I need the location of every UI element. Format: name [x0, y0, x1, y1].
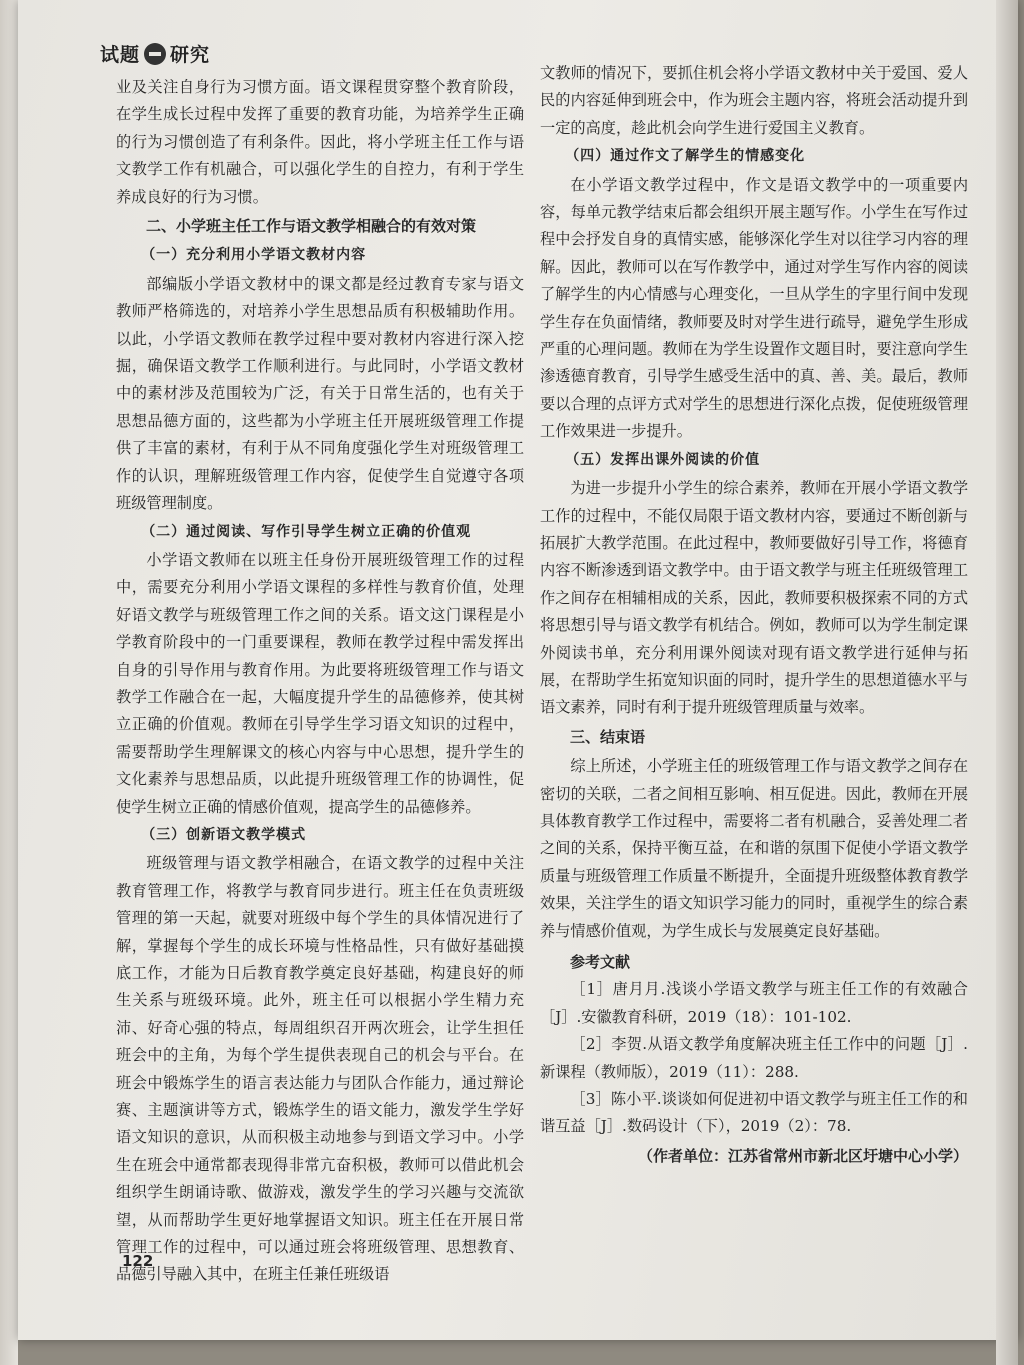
- section-heading: 三、结束语: [570, 727, 646, 746]
- subsection-heading: （一）充分利用小学语文教材内容: [141, 247, 367, 264]
- reference-item: ［1］唐月月.浅谈小学语文教学与班主任工作的有效融合［J］.安徽教育科研，2019（18）：101-102.: [540, 980, 968, 1026]
- header-title-left: 试题: [100, 44, 141, 66]
- author-affiliation: （作者单位：江苏省常州市新北区圩塘中心小学）: [637, 1146, 968, 1165]
- section-heading: 二、小学班主任工作与语文教学相融合的有效对策: [146, 217, 477, 236]
- reference-item: ［2］李贺.从语文教学角度解决班主任工作中的问题［J］.新课程（教师版），2019（11）：288.: [540, 1035, 968, 1081]
- subsection-heading: （五）发挥出课外阅读的价值: [565, 451, 761, 468]
- paragraph: 综上所述，小学班主任的班级管理工作与语文教学之间存在密切的关联，二者之间相互影响、相互促进。因此，教师在开展具体教育教学工作过程中，需要将二者有机融合，妥善处理二者之间的关系，保持平衡互益，在和谐的氛围下促使小学语文教学质量与班级管理工作质量不断提升，全面提升班级整体教育教学效果，关注学生的语文知识学习能力的同时，重视学生的综合素养与情感价值观，为学生成长与发展奠定良好基础。: [540, 757, 968, 940]
- paragraph: 部编版小学语文教材中的课文都是经过教育专家与语文教师严格筛选的，对培养小学生思想品质有积极辅助作用。以此，小学语文教师在教学过程中要对教材内容进行深入挖掘，确保语文教学工作顺利进行。与此同时，小学语文教材中的素材涉及范围较为广泛，有关于日常生活的，也有关于思想品德方面的，这些都为小学班主任开展班级管理工作提供了丰富的素材，有利于从不同角度强化学生对班级管理工作的认识，理解班级管理工作内容，促使学生自觉遵守各项班级管理制度。: [116, 274, 524, 513]
- right-column: [540, 60, 968, 1170]
- reference-item: ［3］陈小平.谈谈如何促进初中语文教学与班主任工作的和谐互益［J］.数码设计（下），2019（2）：78.: [540, 1090, 968, 1136]
- journal-logo-icon: [144, 43, 166, 65]
- paragraph: 在小学语文教学过程中，作文是语文教学中的一项重要内容，每单元教学结束后都会组织开展主题写作。小学生在写作过程中会抒发自身的真情实感，能够深化学生对以往学习内容的理解。因此，教师可以在写作教学中，通过对学生写作内容的阅读了解学生的内心情感与心理变化，一旦从学生的字里行间中发现学生存在负面情绪，教师要及时对学生进行疏导，避免学生形成严重的心理问题。教师在为学生设置作文题目时，要注意向学生渗透德育教育，引导学生感受生活中的真、善、美。最后，教师要以合理的点评方式对学生的思想进行深化点拨，促使班级管理工作效果进一步提升。: [540, 175, 968, 441]
- paragraph: 小学语文教师在以班主任身份开展班级管理工作的过程中，需要充分利用小学语文课程的多样性与教育价值，处理好语文教学与班级管理工作之间的关系。语文这门课程是小学教育阶段中的一门重要课程，教师在教学过程中需发挥出自身的引导作用与教育作用。为此要将班级管理工作与语文教学工作融合在一起，大幅度提升学生的品德修养，使其树立正确的价值观。教师在引导学生学习语文知识的过程中，需要帮助学生理解课文的核心内容与中心思想，提升学生的文化素养与思想品质，以此提升班级管理工作的协调性，促使学生树立正确的情感价值观，提高学生的品德修养。: [116, 550, 524, 816]
- paragraph: 文教师的情况下，要抓住机会将小学语文教材中关于爱国、爱人民的内容延伸到班会中，作为班会主题内容，将班会活动提升到一定的高度，趁此机会向学生进行爱国主义教育。: [540, 64, 968, 137]
- subsection-heading: （二）通过阅读、写作引导学生树立正确的价值观: [141, 523, 472, 540]
- page-fold-shadow: [996, 0, 1018, 1365]
- subsection-heading: （四）通过作文了解学生的情感变化: [565, 148, 806, 165]
- header-title-right: 研究: [170, 44, 211, 66]
- page-number: 122: [122, 1252, 154, 1270]
- paragraph: 为进一步提升小学生的综合素养，教师在开展小学语文教学工作的过程中，不能仅局限于语文教材内容，要通过不断创新与拓展扩大教学范围。在此过程中，教师要做好引导工作，将德育内容不断渗透到语文教学中。由于语文教学与班主任班级管理工作之间存在相辅相成的关系，因此，教师要积极探索不同的方式将思想引导与语文教学有机结合。例如，教师可以为学生制定课外阅读书单，充分利用课外阅读对现有语文教学进行延伸与拓展，在帮助学生拓宽知识面的同时，提升学生的思想道德水平与语文素养，同时有利于提升班级管理质量与效率。: [540, 479, 968, 717]
- paragraph: 班级管理与语文教学相融合，在语文教学的过程中关注教育管理工作，将教学与教育同步进行。班主任在负责班级管理的第一天起，就要对班级中每个学生的具体情况进行了解，掌握每个学生的成长环境与性格品性，只有做好基础摸底工作，才能为日后教育教学奠定良好基础，构建良好的师生关系与班级环境。此外，班主任可以根据小学生精力充沛、好奇心强的特点，每周组织召开两次班会，让学生担任班会中的主角，为每个学生提供表现自己的机会与平台。在班会中锻炼学生的语言表达能力与团队合作能力，通过辩论赛、主题演讲等方式，锻炼学生的语文能力，激发学生学好语文知识的意识，从而积极主动地参与到语文学习中。小学生在班会中通常都表现得非常亢奋积极，教师可以借此机会组织学生朗诵诗歌、做游戏，激发学生的学习兴趣与交流欲望，从而帮助学生更好地掌握语文知识。班主任在开展日常管理工作的过程中，可以通过班会将班级管理、思想教育、品德引导融入其中，在班主任兼任班级语: [116, 854, 524, 1284]
- left-column: [116, 74, 524, 1289]
- references-title: 参考文献: [570, 953, 631, 971]
- subsection-heading: （三）创新语文教学模式: [141, 826, 307, 843]
- page-stack-edge: [0, 0, 18, 1365]
- references: [540, 949, 968, 1141]
- paragraph: 业及关注自身行为习惯方面。语文课程贯穿整个教育阶段，在学生成长过程中发挥了重要的教育功能，为培养学生正确的行为习惯创造了有利条件。因此，将小学班主任工作与语文教学工作有机融合，可以强化学生的自控力，有利于学生养成良好的行为习惯。: [116, 78, 524, 206]
- running-header: [100, 40, 210, 67]
